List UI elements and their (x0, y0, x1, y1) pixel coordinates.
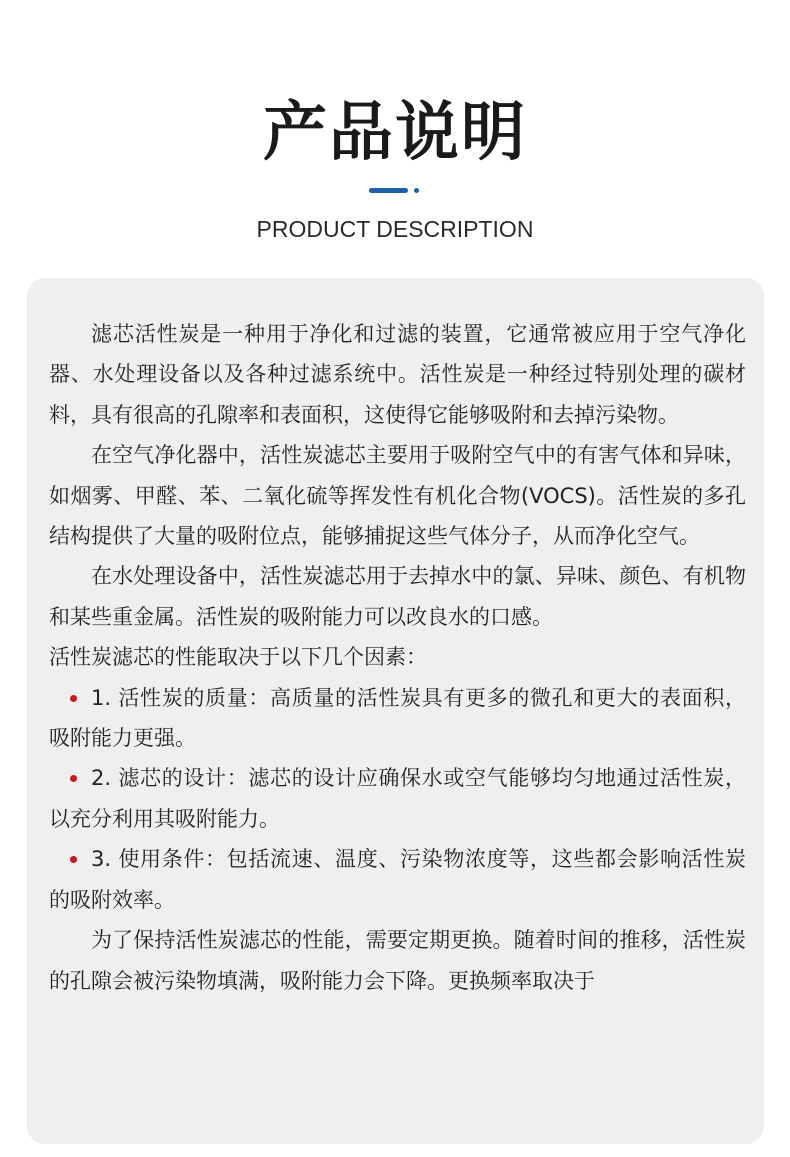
replacement-paragraph: 为了保持活性炭滤芯的性能，需要定期更换。随着时间的推移，活性炭的孔隙会被污染物填满，吸附能力会下降。更换频率取决于 (49, 928, 746, 993)
page-title: 产品说明 (263, 96, 527, 170)
bullet-dot-icon (70, 856, 77, 863)
factor-item (49, 758, 746, 839)
factor-text: 1. 活性炭的质量：高质量的活性炭具有更多的微孔和更大的表面积，吸附能力更强。 (49, 685, 746, 751)
factors-intro: 活性炭滤芯的性能取决于以下几个因素： (49, 645, 427, 670)
factor-item (49, 839, 746, 920)
bullet-dot-icon (70, 775, 77, 782)
divider-dot (414, 188, 419, 193)
water-treatment-paragraph: 在水处理设备中，活性炭滤芯用于去掉水中的氯、异味、颜色、有机物和某些重金属。活性炭的吸附能力可以改良水的口感。 (49, 564, 746, 629)
description-content (49, 314, 746, 1001)
intro-paragraph: 滤芯活性炭是一种用于净化和过滤的装置，它通常被应用于空气净化器、水处理设备以及各种过滤系统中。活性炭是一种经过特别处理的碳材料，具有很高的孔隙率和表面积，这使得它能够吸附和去掉污染物。 (49, 322, 746, 427)
factor-item (49, 678, 746, 759)
air-purifier-paragraph: 在空气净化器中，活性炭滤芯主要用于吸附空气中的有害气体和异味，如烟雾、甲醛、苯、二氧化硫等挥发性有机化合物(VOCS)。活性炭的多孔结构提供了大量的吸附位点，能够捕捉这些气体分子，从而净化空气。 (49, 443, 746, 549)
factor-text: 2. 滤芯的设计：滤芯的设计应确保水或空气能够均匀地通过活性炭，以充分利用其吸附能力。 (49, 766, 746, 831)
bullet-dot-icon (70, 695, 77, 702)
divider-bar (369, 188, 408, 193)
page-subtitle: PRODUCT DESCRIPTION (256, 216, 534, 242)
factor-text: 3. 使用条件：包括流速、温度、污染物浓度等，这些都会影响活性炭的吸附效率。 (49, 847, 746, 912)
